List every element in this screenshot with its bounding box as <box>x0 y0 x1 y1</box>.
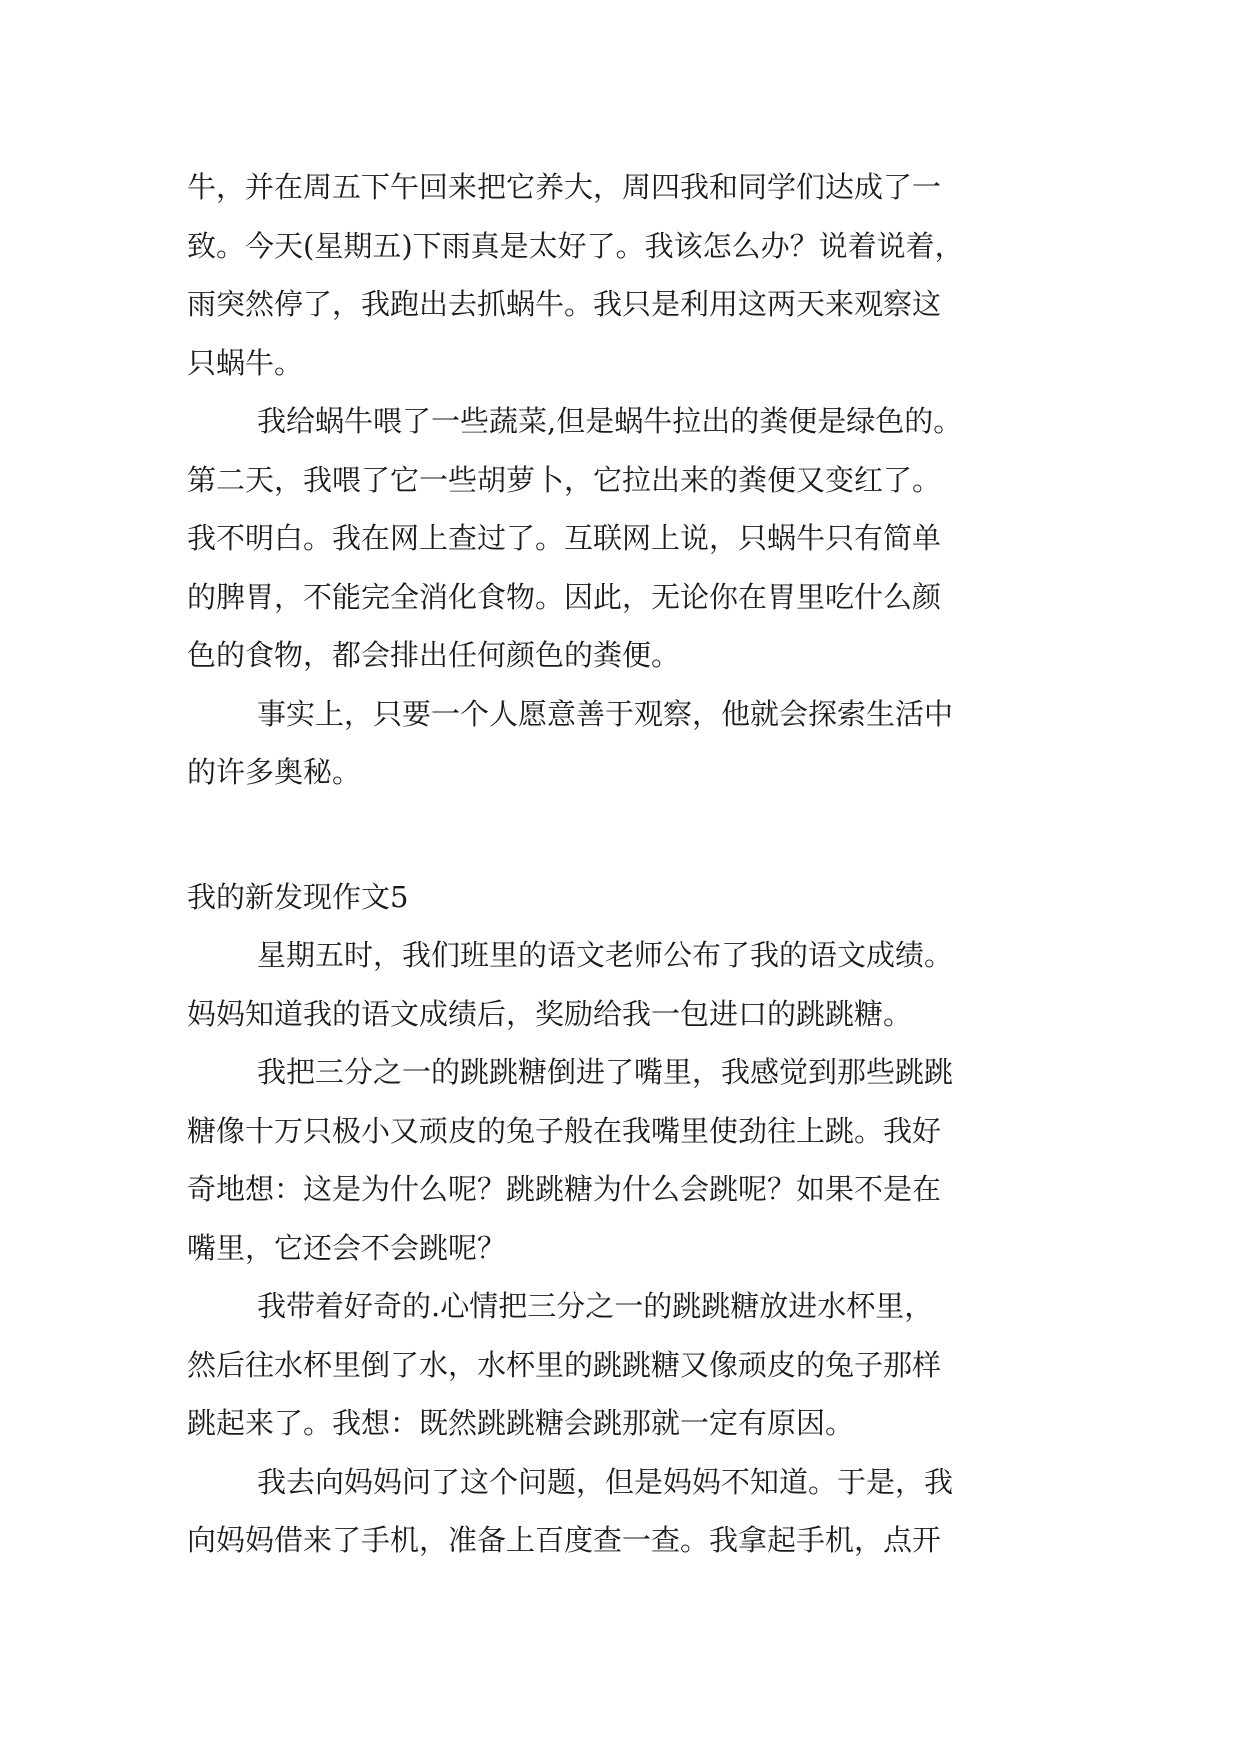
text-line: 星期五时，我们班里的语文老师公布了我的语文成绩。 <box>257 938 954 972</box>
section-heading: 我的新发现作文5 <box>187 879 409 914</box>
text-line: 事实上，只要一个人愿意善于观察，他就会探索生活中 <box>257 696 954 731</box>
paragraph <box>187 1277 1055 1453</box>
paragraph <box>187 1043 1055 1277</box>
text-line: 色的食物，都会排出任何颜色的粪便。 <box>187 638 681 672</box>
text-line: 我带着好奇的.心情把三分之一的跳跳糖放进水杯里， <box>257 1289 934 1323</box>
text-line: 第二天，我喂了它一些胡萝卜，它拉出来的粪便又变红了。 <box>187 462 942 497</box>
paragraph <box>187 685 1055 802</box>
text-line: 只蜗牛。 <box>187 345 304 380</box>
text-line: 向妈妈借来了手机，准备上百度查一查。我拿起手机，点开 <box>187 1523 942 1557</box>
text-line: 的脾胃，不能完全消化食物。因此，无论你在胃里吃什么颜 <box>187 579 942 614</box>
text-line: 的许多奥秘。 <box>187 755 362 789</box>
section-gap <box>187 802 1055 868</box>
document-page <box>187 158 1055 1570</box>
text-line: 致。今天(星期五)下雨真是太好了。我该怎么办？说着说着， <box>187 228 964 263</box>
text-line: 然后往水杯里倒了水，水杯里的跳跳糖又像顽皮的兔子那样 <box>187 1347 942 1382</box>
text-line: 嘴里，它还会不会跳呢？ <box>187 1230 507 1265</box>
text-line: 糖像十万只极小又顽皮的兔子般在我嘴里使劲往上跳。我好 <box>187 1113 942 1148</box>
text-line: 我去向妈妈问了这个问题，但是妈妈不知道。于是，我 <box>257 1464 954 1499</box>
paragraph <box>187 392 1055 685</box>
text-line: 牛，并在周五下午回来把它养大，周四我和同学们达成了一 <box>187 170 942 204</box>
text-line: 妈妈知道我的语文成绩后，奖励给我一包进口的跳跳糖。 <box>187 996 913 1031</box>
paragraph <box>187 1453 1055 1570</box>
paragraph <box>187 158 1055 392</box>
text-line: 跳起来了。我想：既然跳跳糖会跳那就一定有原因。 <box>187 1406 855 1440</box>
text-line: 我不明白。我在网上查过了。互联网上说，只蜗牛只有简单 <box>187 521 942 555</box>
text-line: 我给蜗牛喂了一些蔬菜,但是蜗牛拉出的粪便是绿色的。 <box>257 404 963 438</box>
text-line: 奇地想：这是为什么呢？跳跳糖为什么会跳呢？如果不是在 <box>187 1172 942 1206</box>
text-line: 雨突然停了，我跑出去抓蜗牛。我只是利用这两天来观察这 <box>187 287 942 321</box>
paragraph <box>187 926 1055 1043</box>
text-line: 我把三分之一的跳跳糖倒进了嘴里，我感觉到那些跳跳 <box>257 1055 954 1089</box>
